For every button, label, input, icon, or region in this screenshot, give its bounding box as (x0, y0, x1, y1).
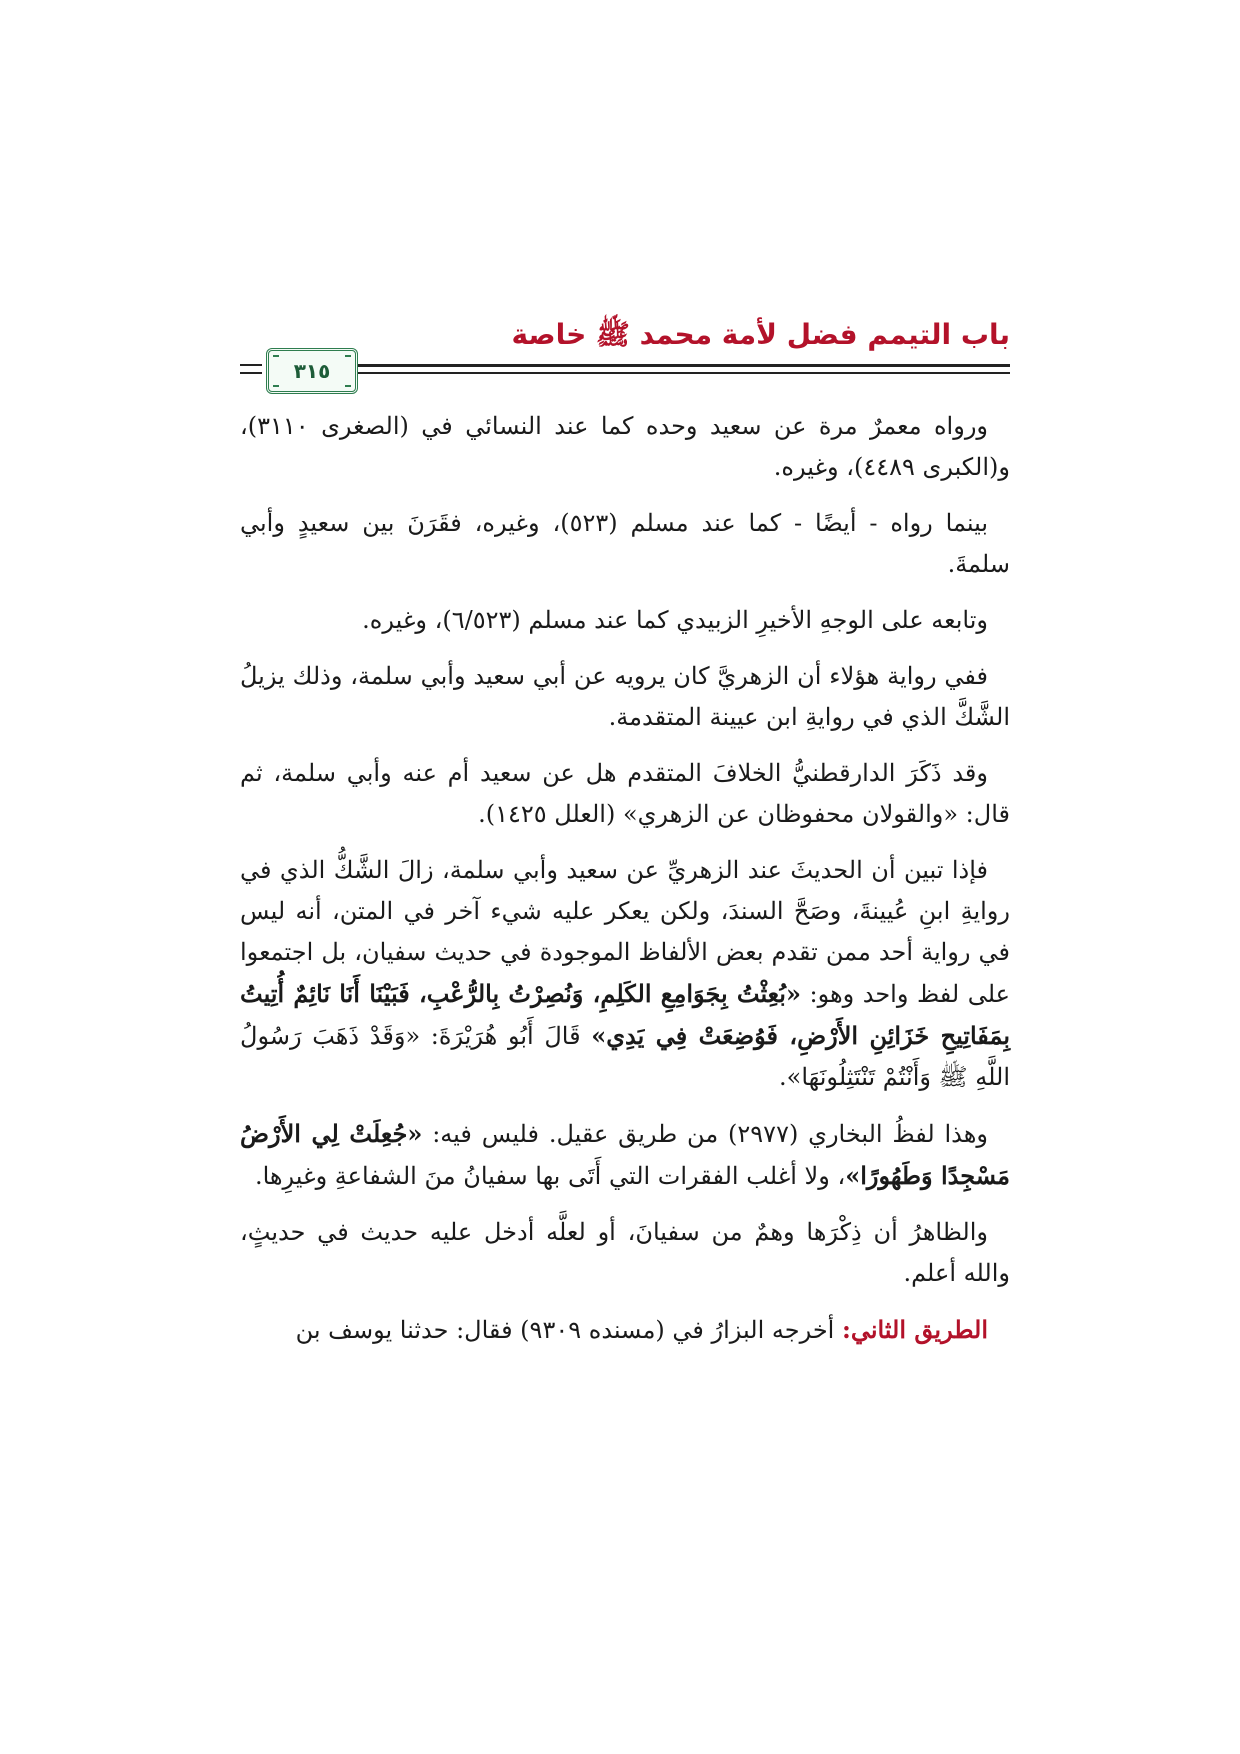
header-rule-left-top (240, 364, 262, 366)
header-rule-top (358, 364, 1010, 367)
paragraph-7 (240, 1113, 1010, 1197)
paragraph-4: ففي رواية هؤلاء أن الزهريَّ كان يرويه عن أبي سعيد وأبي سلمة، وذلك يزيلُ الشَّكَّ الذي في روايةِ ابن عيينة المتقدمة. (240, 662, 1010, 731)
page-body (240, 406, 1010, 1366)
paragraph-7-text-after: ، ولا أغلب الفقرات التي أَتَى بها سفيانُ منَ الشفاعةِ وغيرِها. (254, 1162, 846, 1190)
page-header (240, 318, 1010, 388)
header-rule-bottom (358, 372, 1010, 374)
hadith-quote-1: «بُعِثْتُ بِجَوَامِعِ الكَلِمِ، وَنُصِرْتُ بِالرُّعْبِ، فَبَيْنَا أَنَا نَائِمٌ أُتِيتُ بِمَفَاتِيحِ خَزَائِنِ الأَرْضِ، فَوُضِعَتْ فِي يَدِي» (240, 979, 1010, 1050)
paragraph-8: والظاهرُ أن ذِكْرَها وهمٌ من سفيانَ، أو لعلَّه أدخل عليه حديث في حديثٍ، والله أعلم. (240, 1218, 1010, 1287)
page-number: ٣١٥ (293, 359, 331, 383)
header-rule-left-bottom (240, 372, 262, 374)
paragraph-6 (240, 850, 1010, 1098)
chapter-title: باب التيمم فضل لأمة محمد ﷺ خاصة (511, 318, 1010, 351)
paragraph-2: بينما رواه - أيضًا - كما عند مسلم (٥٢٣)، وغيره، فقَرَنَ بين سعيدٍ وأبي سلمةَ. (240, 509, 1010, 578)
page-number-badge (266, 348, 358, 394)
paragraph-6-text-before: فإذا تبين أن الحديثَ عند الزهريِّ عن سعيد وأبي سلمة، زالَ الشَّكُّ الذي في روايةِ ابنِ عُيينةَ، وصَحَّ السندَ، ولكن يعكر عليه شيء آخر في المتن، أنه ليس في رواية أحد ممن تقدم بعض الألفاظ الموجودة في حديث سفيان، بل اجتمعوا على لفظ واحد وهو: (240, 856, 1010, 1008)
paragraph-9 (240, 1309, 1010, 1351)
paragraph-9-text: أخرجه البزارُ في (مسنده ٩٣٠٩) فقال: حدثنا يوسف بن (295, 1316, 842, 1344)
paragraph-3: وتابعه على الوجهِ الأخيرِ الزبيدي كما عند مسلم (٦/٥٢٣)، وغيره. (362, 606, 988, 634)
hadith-quote-2: «جُعِلَتْ لِي الأَرْضُ مَسْجِدًا وَطَهُورًا» (240, 1119, 1010, 1190)
paragraph-7-text-before: وهذا لفظُ البخاري (٢٩٧٧) من طريق عقيل. فليس فيه: (422, 1120, 988, 1148)
paragraph-5: وقد ذَكَرَ الدارقطنيُّ الخلافَ المتقدم هل عن سعيد أم عنه وأبي سلمة، ثم قال: «والقولان محفوظان عن الزهري» (العلل ١٤٢٥). (240, 759, 1010, 828)
paragraph-6-text-after: قَالَ أَبُو هُرَيْرَةَ: «وَقَدْ ذَهَبَ رَسُولُ اللَّهِ ﷺ وَأَنْتُمْ تَنْتَثِلُونَهَا». (240, 1022, 1010, 1091)
second-route-label: الطريق الثاني: (841, 1315, 988, 1344)
paragraph-1: ورواه معمرٌ مرة عن سعيد وحده كما عند النسائي في (الصغرى ٣١١٠)، و(الكبرى ٤٤٨٩)، وغيره. (240, 412, 1010, 481)
